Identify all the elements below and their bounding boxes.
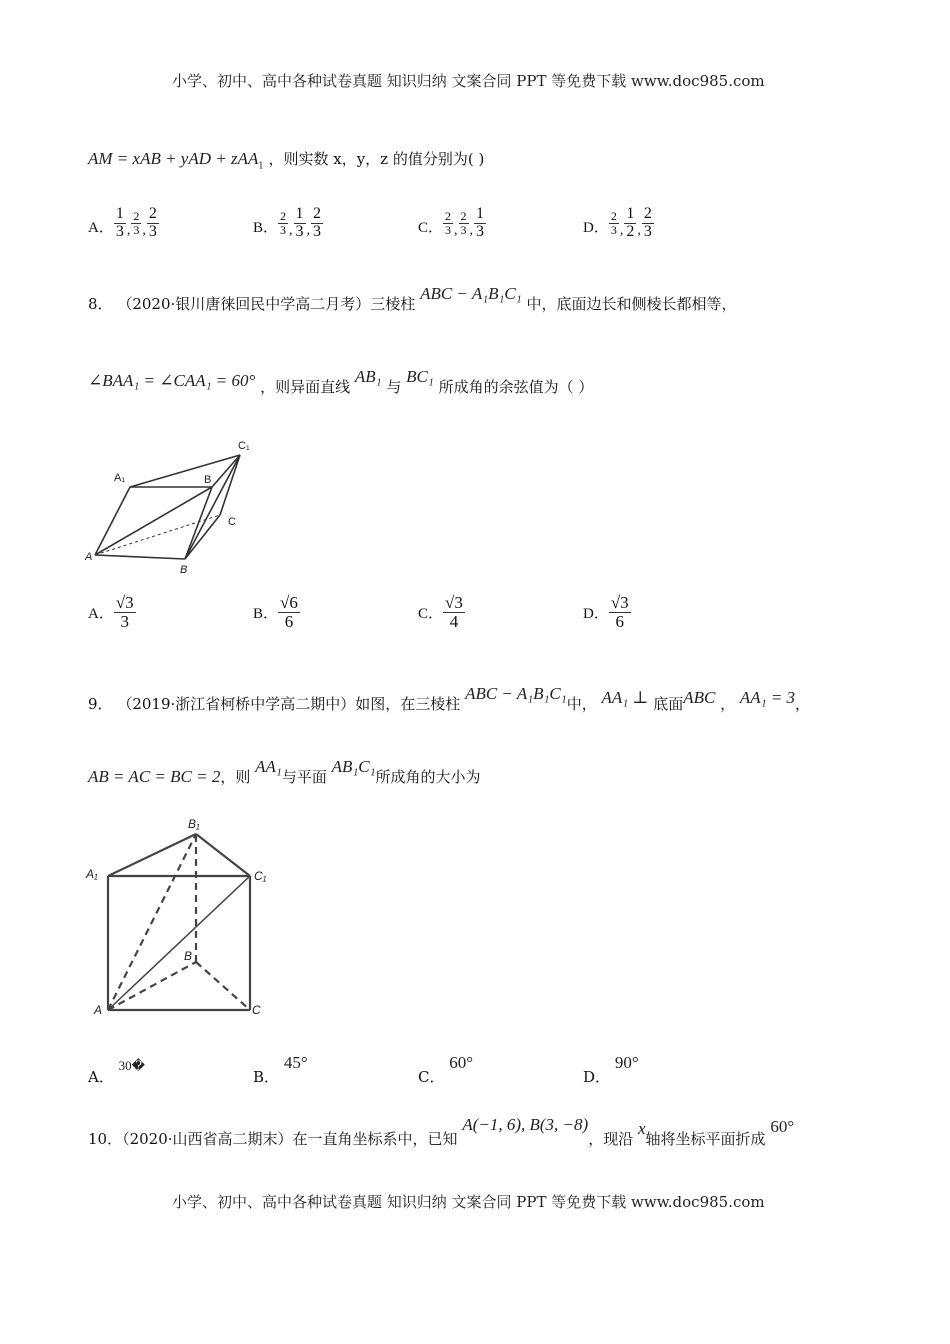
q9-prism-figure [80,810,290,1020]
q10-axis: x [637,1119,646,1138]
q8-stem-line2: ∠BAA₁ = ∠CAA₁ = 60° ，则异面直线 AB₁ 与 BC₁ 所成角的余弦值为（ ） [88,367,594,396]
edge-b-c1 [185,455,240,559]
edge-b-c-hidden [196,962,250,1010]
q8-label-a1: A₁ [114,472,126,484]
q10-angle: 60° [770,1117,795,1136]
q9-stem-line1: 9． （2019·浙江省柯桥中学高二期中）如图，在三棱柱 ABC − A₁B₁C₁中， AA₁ ⊥ 底面ABC ， AA₁ = 3， [88,684,811,713]
q9-stem-line2: AB = AC = BC = 2，则 AA₁与平面 AB₁C₁所成角的大小为 [88,757,481,786]
q8-option-d[interactable]: D． $\frac{√3}{6}$ [583,593,629,631]
q8-prism-figure [80,435,270,580]
q9-option-c[interactable]: C． 60° [418,1053,474,1086]
q9-label-b1: B₁ [188,817,200,831]
q9-option-d[interactable]: D． 90° [583,1053,639,1086]
q9-label-b: B [184,949,193,963]
q9-option-b[interactable]: B． 45° [253,1053,308,1086]
edge-a1-c1 [130,455,240,487]
q9-plane: AB₁C₁ [331,757,376,776]
q10-points: A(−1, 6), B(3, −8) [462,1115,589,1134]
q8-line2: BC₁ [406,367,434,386]
edge-a-b [95,555,185,559]
q8-label-c1: C₁ [238,440,250,452]
edge-b1-c1 [196,834,250,876]
edge-a1-b1 [108,834,196,876]
q8-label-b: B [180,564,188,576]
edge-b-c [185,515,220,559]
q9-label-c1: C₁ [254,869,267,883]
q8-label-a: A [85,551,93,563]
q10-stem: 10．（2020·山西省高二期末）在一直角坐标系中，已知 A(−1, 6), B(3, −8)，现沿 x轴将坐标平面折成 60° [88,1115,795,1148]
q9-perp: AA₁ ⊥ [601,688,649,707]
q9-option-a[interactable]: A． 30� [88,1058,145,1086]
edge-c-c1 [220,455,240,515]
q7-text: ，则实数 x，y，z 的值分别为( ) [268,150,485,168]
q9-base: ABC [683,688,716,707]
q8-line1: AB₁ [354,367,382,386]
q7-option-b[interactable]: B． $\frac{2}{3}$ , $\frac{1}{3}$ , $\frac{2}{3}$ [253,205,322,240]
page-footer: 小学、初中、高中各种试卷真题 知识归纳 文案合同 PPT 等免费下载 www.doc985.com [172,1193,765,1211]
q9-label-a: A [94,1003,103,1017]
q8-option-a[interactable]: A． $\frac{√3}{3}$ [88,593,134,631]
q8-label-b1: B [204,474,212,486]
q8-label-c: C [228,516,236,528]
q7-stem [88,148,484,171]
q9-label-c: C [252,1003,261,1017]
q8-angle: ∠BAA₁ = ∠CAA₁ = 60° [88,371,256,390]
q7-option-a[interactable]: A． $\frac{1}{3}$ , $\frac{2}{3}$ , $\frac{2}{3}$ [88,205,157,240]
q7-formula: AM = xAB + yAD + zAA$_1$ [88,149,264,172]
q9-eq: AA₁ = 3 [739,688,796,707]
edge-b-b1 [185,487,212,559]
page-header: 小学、初中、高中各种试卷真题 知识归纳 文案合同 PPT 等免费下载 www.doc985.com [172,72,765,90]
q9-prism: ABC − A₁B₁C₁ [465,684,567,703]
edge-a-b1-hidden [108,834,196,1010]
q9-seg: AA₁ [255,757,282,776]
q9-label-a1: A₁ [86,867,98,881]
edge-a-c-hidden [95,515,220,555]
q8-option-b[interactable]: B． $\frac{√6}{6}$ [253,593,298,631]
q8-prism: ABC − A₁B₁C₁ [420,284,522,303]
q7-option-c[interactable]: C． $\frac{2}{3}$ , $\frac{2}{3}$ , $\frac{1}{3}$ [418,205,485,240]
q8-option-c[interactable]: C． $\frac{√3}{4}$ [418,593,463,631]
q7-option-d[interactable]: D． $\frac{2}{3}$ , $\frac{1}{2}$ , $\frac{2}{3}$ [583,205,652,240]
q9-cond: AB = AC = BC = 2 [88,767,221,786]
q8-stem-line1: 8． （2020·银川唐徕回民中学高二月考）三棱柱 ABC − A₁B₁C₁ 中，底面边长和侧棱长都相等， [88,284,737,313]
